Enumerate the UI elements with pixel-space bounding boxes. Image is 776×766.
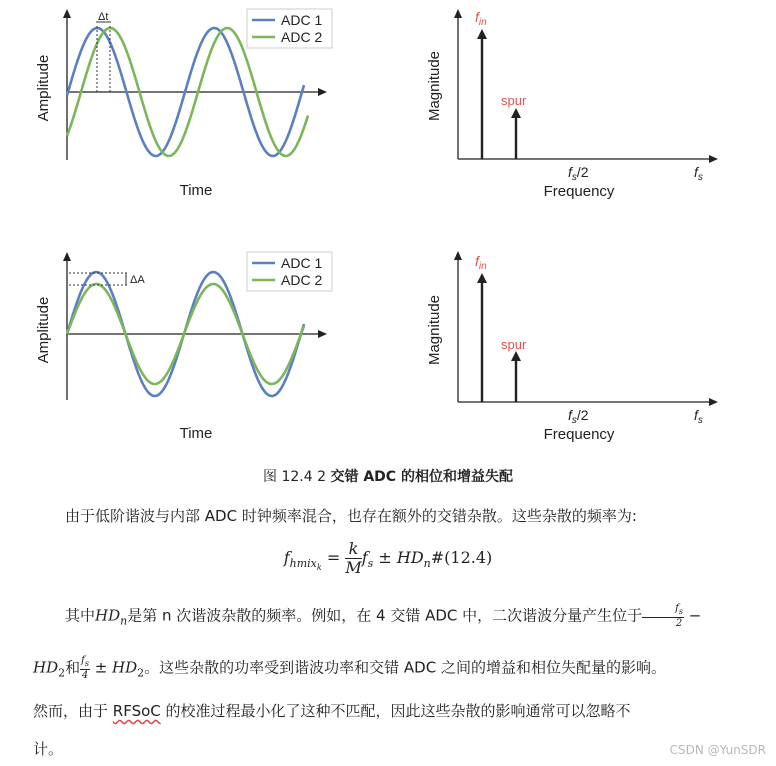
p2-frac-fs-2: $\frac{f_s}{2}$ xyxy=(642,603,684,629)
figure-caption xyxy=(0,466,776,486)
x-axis-arrow xyxy=(709,155,718,163)
eq-fraction xyxy=(345,540,361,577)
p3-hd2-sub: 2 xyxy=(137,666,145,680)
y-axis-label: Amplitude xyxy=(35,54,52,122)
p2-hd: HD xyxy=(95,606,121,625)
x-axis-label: Frequency xyxy=(543,426,615,443)
tick-fs2: $f_s/2$ xyxy=(568,407,589,426)
x-axis-arrow xyxy=(318,88,327,96)
y-axis-arrow xyxy=(63,252,71,261)
caption-title: 交错 ADC 的相位和增益失配 xyxy=(330,469,513,485)
p3-hd-sub: 2 xyxy=(58,666,66,680)
fin-label: $f_{in}$ xyxy=(475,253,487,272)
p3-b: 。这些杂散的功率受到谐波功率和交错 ADC 之间的增益和相位失配量的影响。 xyxy=(144,658,666,677)
fin-arrow xyxy=(477,273,487,283)
y-axis-arrow xyxy=(454,9,462,18)
eq-k: k xyxy=(345,540,361,559)
spur-arrow xyxy=(511,108,521,118)
tick-fs2: $f_s/2$ xyxy=(568,164,589,183)
p4-rfsoc: RFSoC xyxy=(112,702,161,720)
p2-minus: − xyxy=(683,606,702,625)
panel-bottom-left xyxy=(35,252,332,442)
p2-hd-sub: n xyxy=(120,614,128,628)
dt-annotation: Δt xyxy=(98,11,109,23)
equation-12-4 xyxy=(0,540,776,577)
p3-and: 和 xyxy=(65,658,81,677)
eq-subsub: k xyxy=(316,563,322,572)
tick-fs: $f_s$ xyxy=(694,164,703,183)
caption-prefix: 图 12.4 2 xyxy=(263,469,331,485)
legend-adc2-label: ADC 2 xyxy=(281,272,323,288)
paragraph-1: 由于低阶谐波与内部 ADC 时钟频率混合，也存在额外的交错杂散。这些杂散的频率为: xyxy=(65,507,637,525)
x-axis-arrow xyxy=(318,330,327,338)
paragraph-2 xyxy=(33,603,753,633)
panel-top-right xyxy=(426,9,718,200)
paragraph-4 xyxy=(33,700,753,722)
p3-pm: ± xyxy=(89,658,113,677)
p3-four: 4 xyxy=(81,670,89,681)
x-axis-label: Frequency xyxy=(543,183,615,200)
panel-top-left xyxy=(35,9,332,199)
p4-a: 然而，由于 xyxy=(33,702,113,720)
spur-label: spur xyxy=(501,93,527,108)
y-axis-arrow xyxy=(63,9,71,18)
p2-b: 是第 n 次谐波杂散的频率。例如，在 4 交错 ADC 中，二次谐波分量产生位于 xyxy=(127,606,643,625)
da-annotation: ΔA xyxy=(130,274,145,286)
eq-tag: #(12.4) xyxy=(430,548,493,567)
eq-fs: f xyxy=(361,548,368,567)
y-axis-label: Magnitude xyxy=(426,50,443,122)
legend-adc1-label: ADC 1 xyxy=(281,255,323,271)
x-axis-label: Time xyxy=(179,182,213,199)
p2-a: 其中 xyxy=(65,606,96,625)
eq-sub xyxy=(290,557,322,570)
y-axis-label: Magnitude xyxy=(426,294,443,366)
legend-adc1-label: ADC 1 xyxy=(281,12,323,28)
eq-hd-sub: n xyxy=(423,557,431,570)
eq-fs-sub: s xyxy=(367,557,374,570)
eq-M: M xyxy=(345,558,362,577)
p4-b: 的校准过程最小化了这种不匹配，因此这些杂散的影响通常可以忽略不 xyxy=(160,702,631,720)
eq-sub-text: hmix xyxy=(289,557,317,570)
eq-f: f xyxy=(283,548,290,567)
y-axis-label: Amplitude xyxy=(35,296,52,364)
spur-arrow xyxy=(511,351,521,361)
x-axis-arrow xyxy=(709,398,718,406)
tick-fs: $f_s$ xyxy=(694,407,703,426)
watermark: CSDN @YunSDR xyxy=(669,743,766,757)
y-axis-arrow xyxy=(454,251,462,260)
eq-pm: ± xyxy=(373,548,397,567)
eq-equals: = xyxy=(321,548,346,567)
paragraph-3 xyxy=(33,655,753,685)
x-axis-label: Time xyxy=(179,425,213,442)
spur-label: spur xyxy=(501,337,527,352)
legend-adc2-label: ADC 2 xyxy=(281,29,323,45)
p3-hd-2: HD xyxy=(112,658,138,677)
p3-hd: HD xyxy=(33,658,59,677)
p3-frac-fs-4: $\frac{f_s}{4}$ xyxy=(81,655,89,681)
fin-arrow xyxy=(477,29,487,39)
eq-hd: HD xyxy=(396,548,424,567)
fin-label: $f_{in}$ xyxy=(475,9,487,28)
panel-bottom-right xyxy=(426,251,718,443)
paragraph-5: 计。 xyxy=(33,740,64,758)
